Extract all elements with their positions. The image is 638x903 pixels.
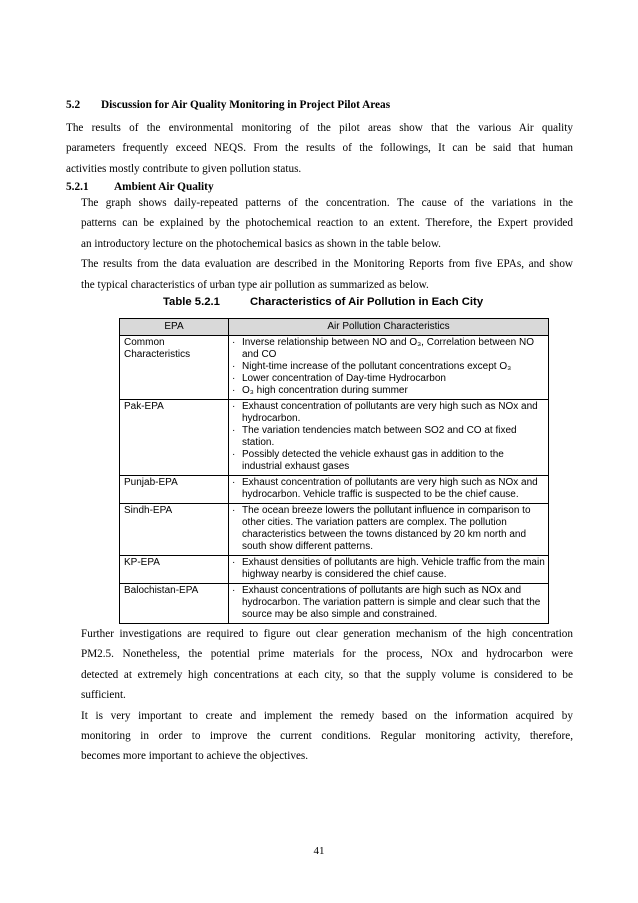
paragraph-line: an introductory lecture on the photochemical basics as shown in the table below. (81, 237, 441, 250)
paragraph-line: detected at extremely high concentrations at each city, so that the supply volume is considered to be (81, 668, 573, 681)
characteristics-cell (229, 504, 549, 556)
bullet-marker: · (232, 361, 236, 372)
bullet-marker: · (232, 505, 236, 516)
paragraph-line: patterns can be explained by the photochemical reaction to an extent. Therefore, the Expert provided (81, 217, 573, 230)
bullet-item (232, 477, 546, 501)
paragraph-line: The graph shows daily-repeated patterns of the concentration. The cause of the variations in the (81, 197, 573, 209)
bullet-text: Exhaust concentration of pollutants are very high such as NOx and hydrocarbon. Vehicle traffic is suspected to be the chief cause. (242, 477, 538, 500)
characteristics-cell (229, 584, 549, 624)
bullet-text: The variation tendencies match between SO2 and CO at fixed station. (242, 425, 517, 448)
bullet-item (232, 557, 546, 581)
bullet-text: The ocean breeze lowers the pollutant influence in comparison to other cities. The variation patters are complex. The pollution characteristics between the towns distanced by 20 km north and south show different patterns. (242, 505, 531, 552)
table-row (120, 556, 549, 584)
table-row (120, 476, 549, 504)
section-intro-paragraph (66, 118, 573, 179)
paragraph-line: becomes more important to achieve the objectives. (81, 750, 309, 763)
air-pollution-table (119, 318, 549, 624)
paragraph-line: The results of the environmental monitoring of the pilot areas show that the various Air quality (66, 122, 573, 134)
bullet-text: Exhaust densities of pollutants are high. Vehicle traffic from the main highway nearby is considered the chief cause. (242, 557, 545, 580)
section-number: 5.2 (66, 99, 81, 111)
bullet-item (232, 401, 546, 425)
paragraph-line: The results from the data evaluation are described in the Monitoring Reports from five EPAs, and show (81, 258, 573, 271)
table-header-row (120, 319, 549, 336)
bullet-marker: · (232, 477, 236, 488)
bullet-text: Exhaust concentrations of pollutants are high such as NOx and hydrocarbon. The variation pattern is simple and clear such that the source may be also simple and constrained. (242, 585, 541, 620)
paragraph-line: Further investigations are required to figure out clear generation mechanism of the high concentration (81, 628, 573, 640)
bullet-marker: · (232, 425, 236, 436)
bullet-item (232, 585, 546, 621)
bullet-marker: · (232, 449, 236, 460)
characteristics-cell (229, 476, 549, 504)
bullet-marker: · (232, 585, 236, 596)
paragraph-line: parameters frequently exceed NEQS. From the results of the followings, It can be said that human (66, 142, 573, 155)
column-header-characteristics: Air Pollution Characteristics (229, 319, 549, 336)
bullet-marker: · (232, 385, 236, 396)
bullet-marker: · (232, 373, 236, 384)
closing-paragraph (81, 624, 573, 767)
column-header-epa: EPA (120, 319, 229, 336)
paragraph-line: It is very important to create and implement the remedy based on the information acquired by (81, 709, 573, 722)
epa-cell: Common Characteristics (120, 336, 229, 400)
bullet-text: Inverse relationship between NO and O₃, Correlation between NO and CO (242, 337, 535, 360)
paragraph-line: PM2.5. Nonetheless, the potential prime materials for the process, NOx and hydrocarbon were (81, 648, 573, 661)
paragraph-line: the typical characteristics of urban type air pollution as summarized as below. (81, 278, 429, 291)
characteristics-cell (229, 336, 549, 400)
bullet-item (232, 361, 546, 373)
table-title: Characteristics of Air Pollution in Each City (250, 296, 484, 308)
characteristics-cell (229, 400, 549, 476)
page-number: 41 (313, 845, 325, 857)
bullet-text: Exhaust concentration of pollutants are very high such as NOx and hydrocarbon. (242, 401, 538, 424)
epa-cell: KP-EPA (120, 556, 229, 584)
bullet-text: Possibly detected the vehicle exhaust gas in addition to the industrial exhaust gases (242, 449, 504, 472)
characteristics-cell (229, 556, 549, 584)
epa-cell: Balochistan-EPA (120, 584, 229, 624)
bullet-text: Night-time increase of the pollutant concentrations except O₃ (242, 361, 512, 372)
bullet-text: Lower concentration of Day-time Hydrocarbon (242, 373, 446, 384)
bullet-item (232, 505, 546, 553)
bullet-text: O₃ high concentration during summer (242, 385, 408, 396)
table-row (120, 504, 549, 556)
table-row (120, 336, 549, 400)
epa-cell: Sindh-EPA (120, 504, 229, 556)
bullet-item (232, 373, 546, 385)
bullet-marker: · (232, 557, 236, 568)
table-row (120, 400, 549, 476)
subsection-title: Ambient Air Quality (114, 181, 214, 193)
bullet-marker: · (232, 401, 236, 412)
bullet-item (232, 337, 546, 361)
epa-cell: Pak-EPA (120, 400, 229, 476)
bullet-item (232, 449, 546, 473)
ambient-air-paragraph (81, 193, 573, 295)
bullet-item (232, 425, 546, 449)
section-title: Discussion for Air Quality Monitoring in Project Pilot Areas (101, 99, 391, 111)
table-row (120, 584, 549, 624)
table-label: Table 5.2.1 (163, 296, 220, 308)
bullet-item (232, 385, 546, 397)
paragraph-line: activities mostly contribute to given pollution status. (66, 162, 302, 175)
subsection-number: 5.2.1 (66, 181, 89, 193)
paragraph-line: monitoring in order to improve the current conditions. Regular monitoring activity, therefore, (81, 730, 573, 743)
section-heading (66, 99, 390, 111)
table-caption (163, 296, 483, 308)
epa-cell: Punjab-EPA (120, 476, 229, 504)
paragraph-line: sufficient. (81, 689, 126, 702)
bullet-marker: · (232, 337, 236, 348)
subsection-heading (66, 181, 214, 193)
